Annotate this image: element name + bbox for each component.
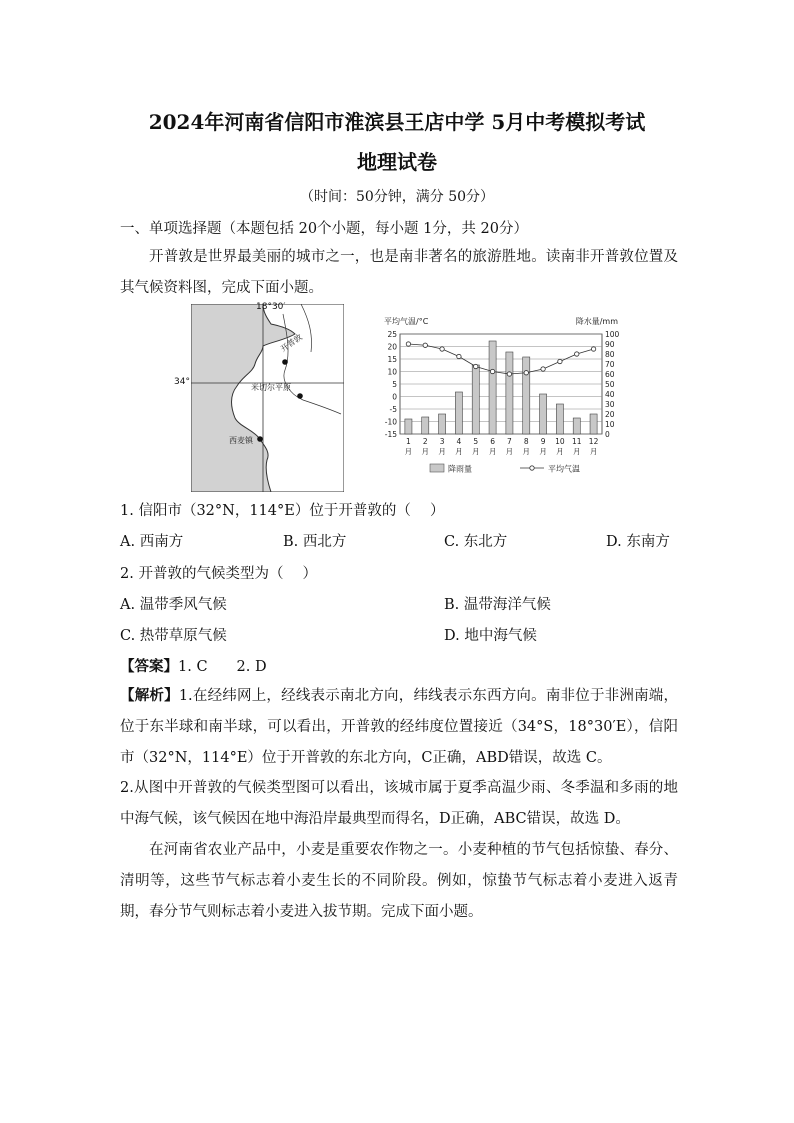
rainfall-bar [422, 417, 429, 434]
right-tick-label: 10 [605, 419, 615, 429]
question-2-option-b: B. 温带海洋气候 [444, 597, 551, 613]
left-tick-label: -15 [384, 429, 397, 439]
left-tick-label: 0 [392, 392, 397, 402]
latitude-label: 34° [174, 377, 190, 387]
x-tick-label: 3 [439, 437, 445, 446]
x-tick-unit: 月 [522, 447, 530, 456]
question-1-option-d: D. 东南方 [606, 534, 670, 550]
left-tick-label: 25 [387, 329, 397, 339]
rainfall-bar [472, 365, 479, 434]
analysis-paragraph-1 [120, 680, 678, 774]
town-label: 西麦镇 [229, 436, 253, 445]
x-tick-unit: 月 [556, 447, 564, 456]
climate-chart [370, 314, 632, 480]
rainfall-bar [455, 392, 462, 434]
right-axis-label: 降水量/mm [575, 317, 618, 326]
temperature-point [591, 347, 595, 351]
x-tick-unit: 月 [421, 447, 429, 456]
x-tick-unit: 月 [505, 447, 514, 456]
question-2-option-d: D. 地中海气候 [444, 628, 537, 644]
x-tick-unit: 月 [573, 447, 581, 456]
cape-town-label: 开普敦 [278, 332, 304, 354]
x-tick-unit: 月 [455, 447, 463, 456]
x-tick-label: 9 [540, 437, 546, 446]
x-tick-unit: 月 [539, 447, 547, 456]
question-2-option-c: C. 热带草原气候 [120, 628, 227, 644]
legend-label-rainfall: 降雨量 [448, 464, 472, 474]
question-intro: 开普敦是世界最美丽的城市之一，也是南非著名的旅游胜地。读南非开普敦位置及其气候资料图，完成下面小题。 [120, 249, 678, 296]
x-tick-label: 5 [473, 437, 479, 446]
x-tick-unit: 月 [438, 447, 446, 456]
analysis-label: 【解析】 [120, 687, 179, 704]
x-tick-label: 1 [406, 437, 411, 446]
answer-label: 【答案】 [120, 658, 178, 675]
left-tick-label: 20 [387, 342, 397, 352]
x-tick-unit: 月 [589, 447, 598, 456]
rainfall-bar [506, 352, 513, 434]
temperature-point [490, 369, 494, 373]
x-tick-unit: 月 [404, 447, 413, 456]
cape-town-marker [282, 359, 288, 365]
analysis-text-1: 1.在经纬网上，经线表示南北方向，纬线表示东西方向。南非位于非洲南端，位于东半球和南半球，可以看出，开普敦的经纬度位置接近（34°S，18°30′E），信阳市（32°N，114°E）位于开普敦的东北方向，C正确，ABD错误，故选 C。 [120, 688, 678, 766]
right-tick-label: 100 [605, 329, 620, 339]
right-tick-label: 0 [605, 429, 610, 439]
x-tick-label: 11 [571, 437, 582, 446]
cape-town-location-map [191, 304, 344, 492]
question-2-stem: 2. 开普敦的气候类型为（ ） [120, 566, 318, 582]
rainfall-bar [439, 414, 446, 434]
answer-line [120, 655, 267, 676]
x-tick-label: 8 [523, 437, 529, 446]
right-tick-label: 90 [605, 339, 615, 349]
left-tick-label: -5 [389, 404, 397, 414]
temperature-point [474, 364, 478, 368]
temperature-point [575, 352, 579, 356]
question-2-option-a: A. 温带季风气候 [120, 597, 227, 613]
question-1-stem: 1. 信阳市（32°N，114°E）位于开普敦的（ ） [120, 503, 445, 519]
legend-marker-temperature [530, 466, 534, 470]
rainfall-bar [489, 341, 496, 434]
temperature-point [423, 343, 427, 347]
question-1-option-a: A. 西南方 [120, 534, 184, 550]
x-tick-label: 4 [456, 437, 462, 446]
rainfall-bar [573, 418, 580, 434]
x-tick-unit: 月 [472, 447, 480, 456]
town-marker [257, 436, 263, 442]
next-question-intro: 在河南省农业产品中，小麦是重要农作物之一。小麦种植的节气包括惊蛰、春分、清明等，这些节气标志着小麦生长的不同阶段。例如，惊蛰节气标志着小麦进入返青期，春分节气则标志着小麦进入拔节期。完成下面小题。 [120, 842, 678, 920]
right-tick-label: 80 [605, 349, 615, 359]
right-tick-label: 70 [605, 359, 615, 369]
x-tick-label: 2 [422, 437, 428, 446]
x-tick-label: 12 [588, 437, 599, 446]
temperature-point [440, 347, 444, 351]
temperature-point [457, 354, 461, 358]
right-tick-label: 20 [605, 409, 615, 419]
legend-label-temperature: 平均气温 [548, 464, 580, 474]
longitude-label: 18°30′ [256, 302, 286, 312]
plain-label: 米切尔平原 [251, 383, 291, 392]
legend-swatch-rainfall [430, 464, 444, 472]
x-tick-label: 10 [555, 437, 565, 446]
plain-marker [297, 393, 303, 399]
left-axis-label: 平均气温/°C [384, 317, 429, 326]
left-tick-label: 10 [387, 367, 397, 377]
right-tick-label: 60 [605, 369, 615, 379]
temperature-point [507, 372, 511, 376]
right-tick-label: 30 [605, 399, 615, 409]
question-1-option-c: C. 东北方 [444, 534, 508, 550]
rainfall-bar [556, 404, 563, 434]
right-tick-label: 50 [605, 379, 615, 389]
rainfall-bar [405, 419, 412, 434]
rainfall-bar [523, 357, 530, 434]
x-tick-unit: 月 [488, 447, 497, 456]
rainfall-bar [590, 414, 597, 434]
exam-subtitle: 地理试卷 [357, 150, 437, 174]
temperature-point [558, 359, 562, 363]
x-tick-label: 6 [490, 437, 495, 446]
section-heading: 一、单项选择题（本题包括 20个小题，每小题 1分，共 20分） [120, 221, 528, 237]
temperature-point [524, 371, 528, 375]
answer-text: 1. C 2. D [178, 659, 267, 675]
rainfall-bar [540, 394, 547, 434]
exam-info: （时间：50分钟，满分 50分） [299, 189, 495, 205]
analysis-paragraph-2: 2.从图中开普敦的气候类型图可以看出，该城市属于夏季高温少雨、冬季温和多雨的地中海气候，该气候因在地中海沿岸最典型而得名，D正确，ABC错误，故选 D。 [120, 780, 678, 827]
temperature-point [406, 342, 410, 346]
exam-title: 2024年河南省信阳市淮滨县王店中学 5月中考模拟考试 [148, 110, 646, 134]
right-tick-label: 40 [605, 389, 615, 399]
left-tick-label: 15 [387, 354, 397, 364]
left-tick-label: 5 [392, 379, 397, 389]
question-1-option-b: B. 西北方 [283, 534, 347, 550]
left-tick-label: -10 [384, 417, 397, 427]
x-tick-label: 7 [507, 437, 512, 446]
temperature-point [541, 367, 545, 371]
